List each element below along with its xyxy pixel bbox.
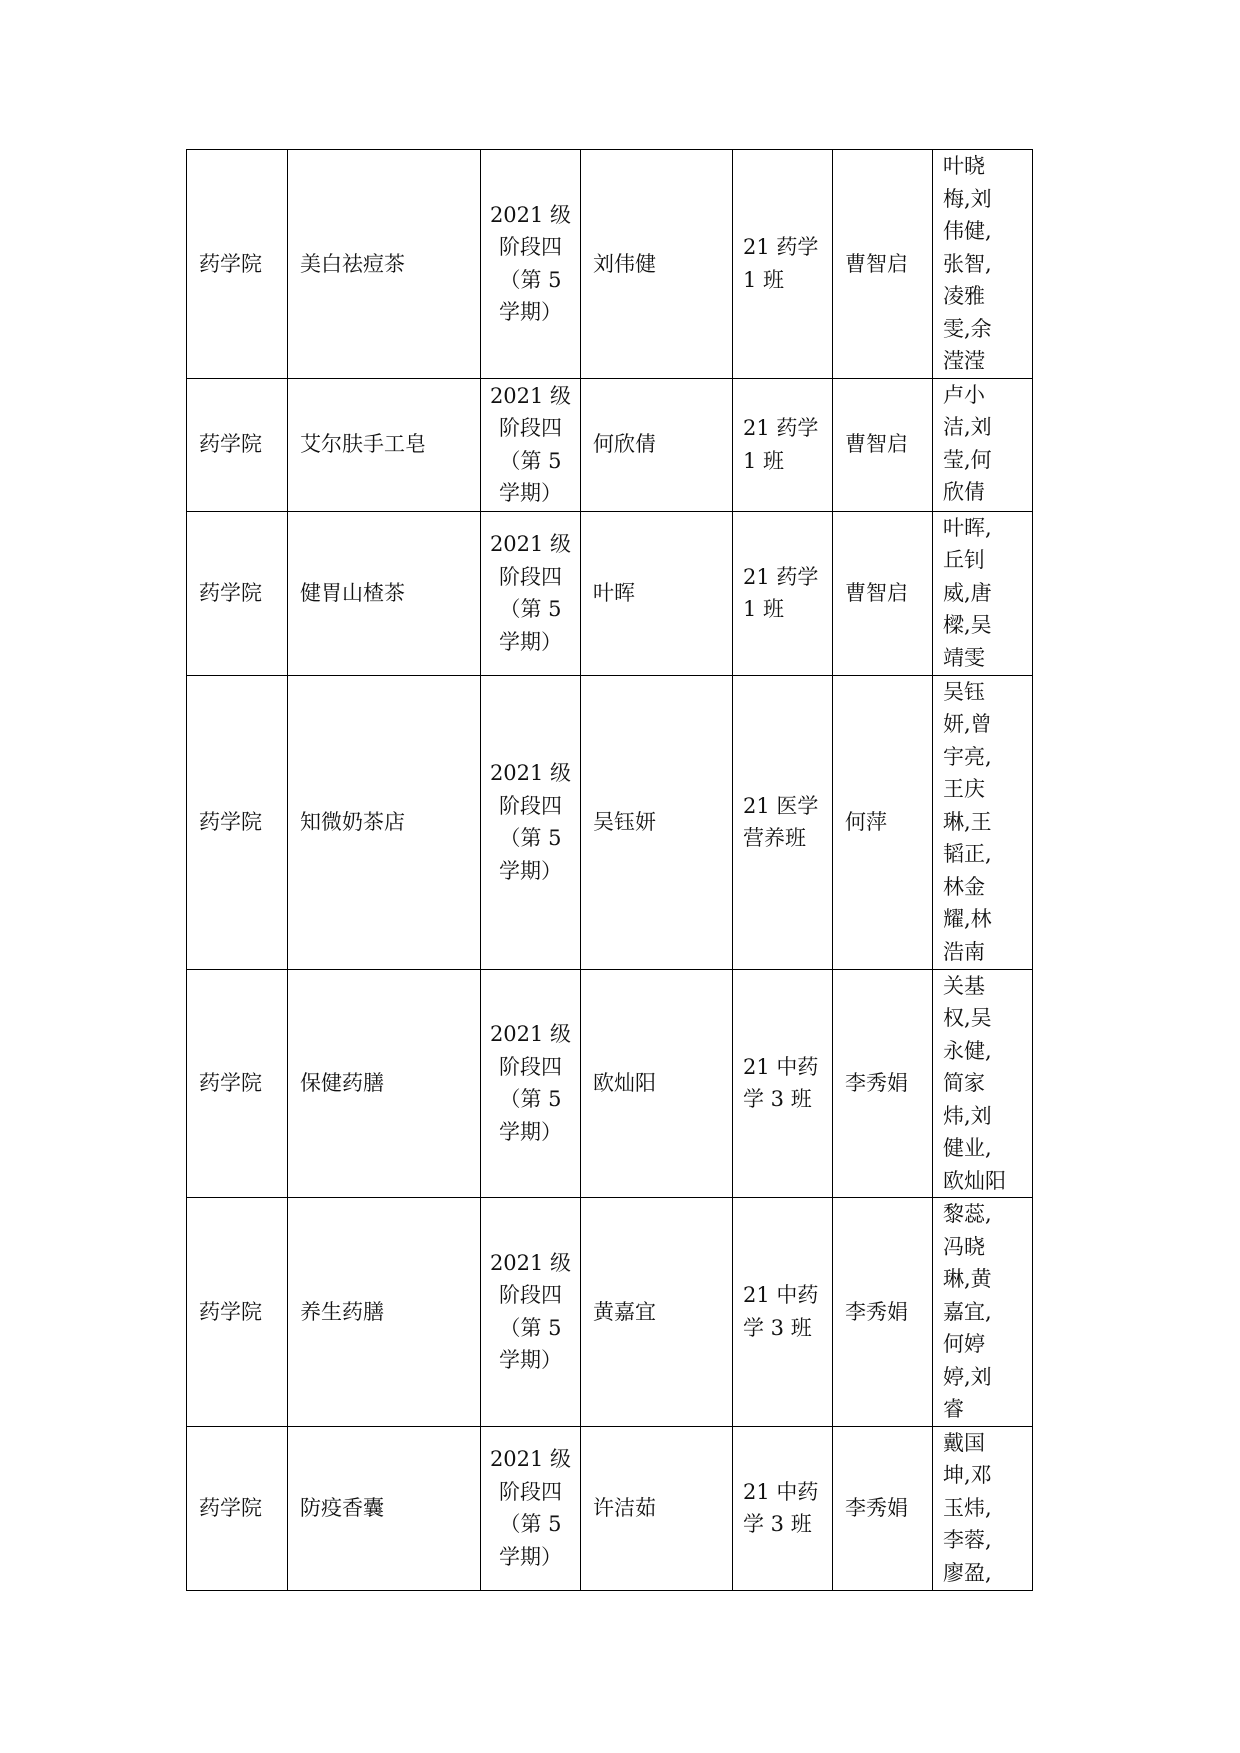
- members-line: 叶晖,: [943, 515, 992, 540]
- class-line: 21 中药: [743, 1054, 819, 1079]
- class-line: 21 药学: [743, 564, 819, 589]
- class-cell: [733, 378, 833, 511]
- members-line: 健业,: [943, 1136, 992, 1160]
- members-line: 黎蕊,: [943, 1202, 992, 1226]
- project-name-cell: 美白祛痘茶: [288, 150, 481, 379]
- class-line: 学 3 班: [743, 1512, 812, 1536]
- table-row: [187, 378, 1033, 511]
- members-line: 靖雯: [943, 645, 985, 670]
- members-line: 欧灿阳: [943, 1168, 1006, 1193]
- advisor-cell: 何萍: [833, 675, 933, 969]
- members-line: 王庆: [943, 777, 985, 801]
- term-line: 2021 级: [489, 1250, 572, 1275]
- members-line: 卢小: [943, 382, 985, 407]
- members-line: 坤,邓: [943, 1463, 992, 1487]
- table-row: [187, 1426, 1033, 1590]
- class-line: 1 班: [743, 267, 785, 292]
- term-cell: [481, 969, 581, 1198]
- project-name-cell: 艾尔肤手工皂: [288, 378, 481, 511]
- class-line: 学 3 班: [743, 1087, 812, 1112]
- term-line: （第 5: [499, 1512, 562, 1536]
- class-line: 营养班: [743, 826, 806, 850]
- term-line: 学期）: [499, 1119, 562, 1144]
- leader-cell: 何欣倩: [581, 378, 733, 511]
- table-row: [187, 675, 1033, 969]
- term-line: 2021 级: [489, 532, 572, 556]
- term-line: 学期）: [499, 300, 562, 325]
- class-cell: [733, 969, 833, 1198]
- members-line: 浩南: [943, 939, 985, 964]
- project-name-cell: 保健药膳: [288, 969, 481, 1198]
- members-line: 威,唐: [943, 580, 992, 605]
- term-line: 2021 级: [489, 383, 572, 408]
- table-row: [187, 150, 1033, 379]
- members-cell: [933, 675, 1033, 969]
- college-cell: 药学院: [187, 378, 288, 511]
- members-line: 戴国: [943, 1430, 985, 1455]
- class-cell: [733, 150, 833, 379]
- members-line: 睿: [943, 1397, 964, 1421]
- project-name-cell: 防疫香囊: [288, 1426, 481, 1590]
- term-line: 阶段四: [499, 1054, 562, 1079]
- college-cell: 药学院: [187, 969, 288, 1198]
- term-line: （第 5: [499, 267, 562, 292]
- members-line: 丘钊: [943, 548, 985, 572]
- members-line: 伟健,: [943, 219, 992, 243]
- term-line: 阶段四: [499, 793, 562, 818]
- members-cell: [933, 1426, 1033, 1590]
- term-line: 阶段四: [499, 1479, 562, 1504]
- members-line: 玉炜,: [943, 1495, 992, 1520]
- college-cell: 药学院: [187, 1198, 288, 1427]
- class-cell: [733, 511, 833, 675]
- class-cell: [733, 675, 833, 969]
- term-line: （第 5: [499, 826, 562, 850]
- leader-cell: 吴钰妍: [581, 675, 733, 969]
- members-line: 炜,刘: [943, 1103, 992, 1128]
- members-cell: [933, 150, 1033, 379]
- college-cell: 药学院: [187, 511, 288, 675]
- members-cell: [933, 969, 1033, 1198]
- term-line: 学期）: [499, 1544, 562, 1569]
- members-line: 廖盈,: [943, 1560, 992, 1585]
- term-line: 阶段四: [499, 235, 562, 260]
- members-line: 雯,余: [943, 316, 992, 341]
- members-line: 樑,吴: [943, 613, 992, 637]
- term-line: 2021 级: [489, 761, 572, 785]
- term-cell: [481, 1198, 581, 1427]
- members-line: 莹,何: [943, 447, 992, 472]
- advisor-cell: 李秀娟: [833, 1426, 933, 1590]
- class-cell: [733, 1426, 833, 1590]
- class-line: 21 中药: [743, 1283, 819, 1308]
- members-line: 耀,林: [943, 907, 992, 931]
- term-line: （第 5: [499, 1087, 562, 1112]
- members-line: 洁,刘: [943, 415, 992, 439]
- leader-cell: 黄嘉宜: [581, 1198, 733, 1427]
- college-cell: 药学院: [187, 675, 288, 969]
- members-line: 婷,刘: [943, 1364, 992, 1389]
- advisor-cell: 李秀娟: [833, 1198, 933, 1427]
- members-line: 叶晓: [943, 154, 985, 178]
- advisor-cell: 李秀娟: [833, 969, 933, 1198]
- college-cell: 药学院: [187, 1426, 288, 1590]
- project-name-cell: 健胃山楂茶: [288, 511, 481, 675]
- members-cell: [933, 378, 1033, 511]
- table-row: [187, 969, 1033, 1198]
- members-line: 滢滢: [943, 349, 985, 373]
- project-name-cell: 知微奶茶店: [288, 675, 481, 969]
- table-row: [187, 511, 1033, 675]
- term-cell: [481, 511, 581, 675]
- term-line: 阶段四: [499, 564, 562, 589]
- class-line: 1 班: [743, 448, 785, 473]
- members-line: 吴钰: [943, 679, 985, 704]
- term-line: （第 5: [499, 448, 562, 473]
- term-line: 学期）: [499, 629, 562, 654]
- college-cell: 药学院: [187, 150, 288, 379]
- members-cell: [933, 511, 1033, 675]
- members-line: 权,吴: [943, 1006, 992, 1030]
- class-line: 21 药学: [743, 235, 819, 260]
- advisor-cell: 曹智启: [833, 150, 933, 379]
- term-line: 学期）: [499, 858, 562, 883]
- members-line: 韬正,: [943, 842, 992, 866]
- members-line: 永健,: [943, 1038, 992, 1063]
- members-line: 宇亮,: [943, 744, 992, 769]
- term-line: 2021 级: [489, 202, 572, 227]
- members-line: 妍,曾: [943, 712, 992, 736]
- class-line: 21 药学: [743, 416, 819, 440]
- members-line: 琳,王: [943, 809, 992, 834]
- members-line: 梅,刘: [943, 186, 992, 211]
- term-cell: [481, 1426, 581, 1590]
- members-line: 何婷: [943, 1332, 985, 1356]
- members-line: 简家: [943, 1071, 985, 1095]
- table-body: [187, 150, 1033, 1591]
- leader-cell: 叶晖: [581, 511, 733, 675]
- term-line: （第 5: [499, 1315, 562, 1340]
- term-cell: [481, 378, 581, 511]
- term-line: 学期）: [499, 481, 562, 505]
- members-line: 凌雅: [943, 284, 985, 308]
- term-line: 2021 级: [489, 1022, 572, 1047]
- term-cell: [481, 150, 581, 379]
- members-cell: [933, 1198, 1033, 1427]
- leader-cell: 许洁茹: [581, 1426, 733, 1590]
- class-line: 21 中药: [743, 1479, 819, 1504]
- members-line: 琳,黄: [943, 1267, 992, 1291]
- advisor-cell: 曹智启: [833, 511, 933, 675]
- class-line: 学 3 班: [743, 1315, 812, 1340]
- members-line: 李蓉,: [943, 1528, 992, 1552]
- class-cell: [733, 1198, 833, 1427]
- members-line: 林金: [943, 874, 985, 899]
- term-line: 学期）: [499, 1348, 562, 1373]
- members-line: 冯晓: [943, 1234, 985, 1259]
- project-table: [186, 149, 1033, 1591]
- leader-cell: 刘伟健: [581, 150, 733, 379]
- members-line: 关基: [943, 973, 985, 998]
- project-name-cell: 养生药膳: [288, 1198, 481, 1427]
- class-line: 21 医学: [743, 793, 819, 818]
- term-line: 阶段四: [499, 416, 562, 440]
- term-line: （第 5: [499, 597, 562, 621]
- members-line: 张智,: [943, 251, 992, 276]
- table-row: [187, 1198, 1033, 1427]
- term-line: 阶段四: [499, 1283, 562, 1308]
- leader-cell: 欧灿阳: [581, 969, 733, 1198]
- members-line: 嘉宜,: [943, 1299, 992, 1324]
- advisor-cell: 曹智启: [833, 378, 933, 511]
- term-cell: [481, 675, 581, 969]
- class-line: 1 班: [743, 597, 785, 621]
- term-line: 2021 级: [489, 1447, 572, 1471]
- members-line: 欣倩: [943, 480, 985, 504]
